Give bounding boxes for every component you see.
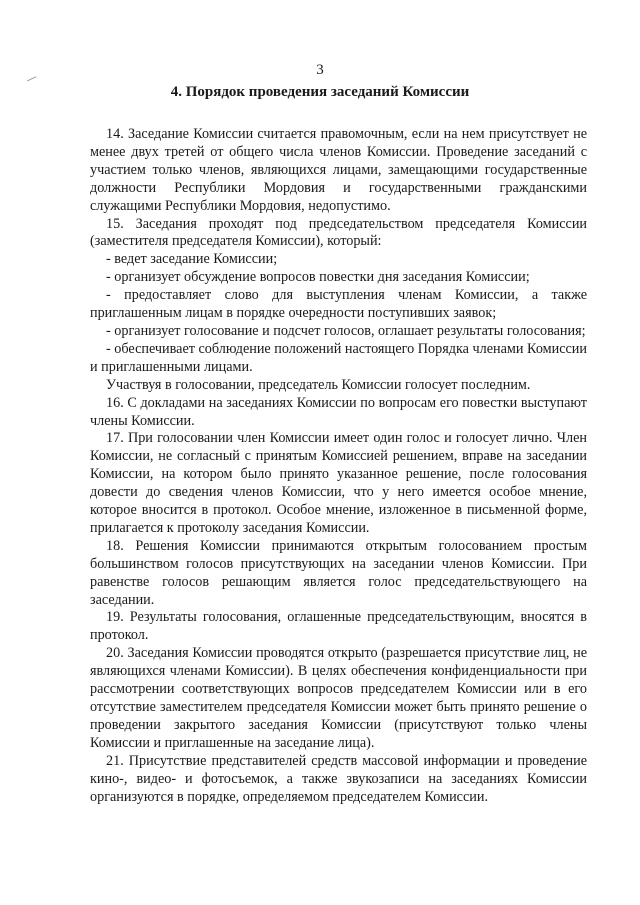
paragraph-16: 16. С докладами на заседаниях Комиссии по вопросам его повестки выступают члены Комиссии. [90, 394, 587, 429]
list-item-give-floor: - предоставляет слово для выступления членам Комиссии, а также приглашенным лицам в порядке очередности поступивших заявок; [90, 287, 587, 322]
paragraph-21: 21. Присутствие представителей средств массовой информации и проведение кино-, видео- и фотосъемок, а также звукозаписи на заседаниях Комиссии организуются в порядке, определяемом председателем Комиссии. [90, 752, 587, 805]
list-item-ensure-compliance: - обеспечивает соблюдение положений настоящего Порядка членами Комиссии и приглашенными лицами. [90, 340, 587, 375]
section-title: 4. Порядок проведения заседаний Комиссии [170, 84, 470, 100]
paragraph-19: 19. Результаты голосования, оглашенные председательствующим, вносятся в протокол. [90, 609, 587, 644]
paragraph-15: 15. Заседания проходят под председательством председателя Комиссии (заместителя председателя Комиссии), который: [90, 215, 587, 250]
paragraph-14: 14. Заседание Комиссии считается правомочным, если на нем присутствует не менее двух третей от общего числа членов Комиссии. Проведение заседаний с участием только членов, являющихся лицами, замещающими государственные должности Республики Мордовия и государственными гражданскими служащими Республики Мордовия, недопустимо. [90, 126, 587, 214]
list-item-lead-meeting: - ведет заседание Комиссии; [106, 251, 278, 268]
list-item-organize-discussion: - организует обсуждение вопросов повестки дня заседания Комиссии; [106, 269, 530, 286]
document-body [90, 126, 587, 806]
paragraph-18: 18. Решения Комиссии принимаются открытым голосованием простым большинством голосов присутствующих на заседании членов Комиссии. При равенстве голосов решающим является голос председательствующего на заседании. [90, 537, 587, 608]
page-number: 3 [316, 62, 324, 78]
paragraph-chair-votes-last: Участвуя в голосовании, председатель Комиссии голосует последним. [106, 376, 531, 393]
list-item-organize-vote: - организует голосование и подсчет голосов, оглашает результаты голосования; [106, 322, 586, 339]
paragraph-20: 20. Заседания Комиссии проводятся открыто (разрешается присутствие лиц, не являющихся членами Комиссии). В целях обеспечения конфиденциальности при рассмотрении соответствующих вопросов председателем Комиссии или в его отсутствие заместителем председателя Комиссии может быть принято решение о проведении закрытого заседания Комиссии (присутствуют только члены Комиссии и приглашенные на заседание лица). [90, 645, 587, 751]
paragraph-17: 17. При голосовании член Комиссии имеет один голос и голосует лично. Член Комиссии, не согласный с принятым Комиссией решением, вправе на заседании Комиссии, на котором было принято указанное решение, после голосования довести до сведения членов Комиссии, что у него имеется особое мнение, которое вносится в протокол. Особое мнение, изложенное в письменной форме, прилагается к протоколу заседания Комиссии. [90, 430, 587, 536]
